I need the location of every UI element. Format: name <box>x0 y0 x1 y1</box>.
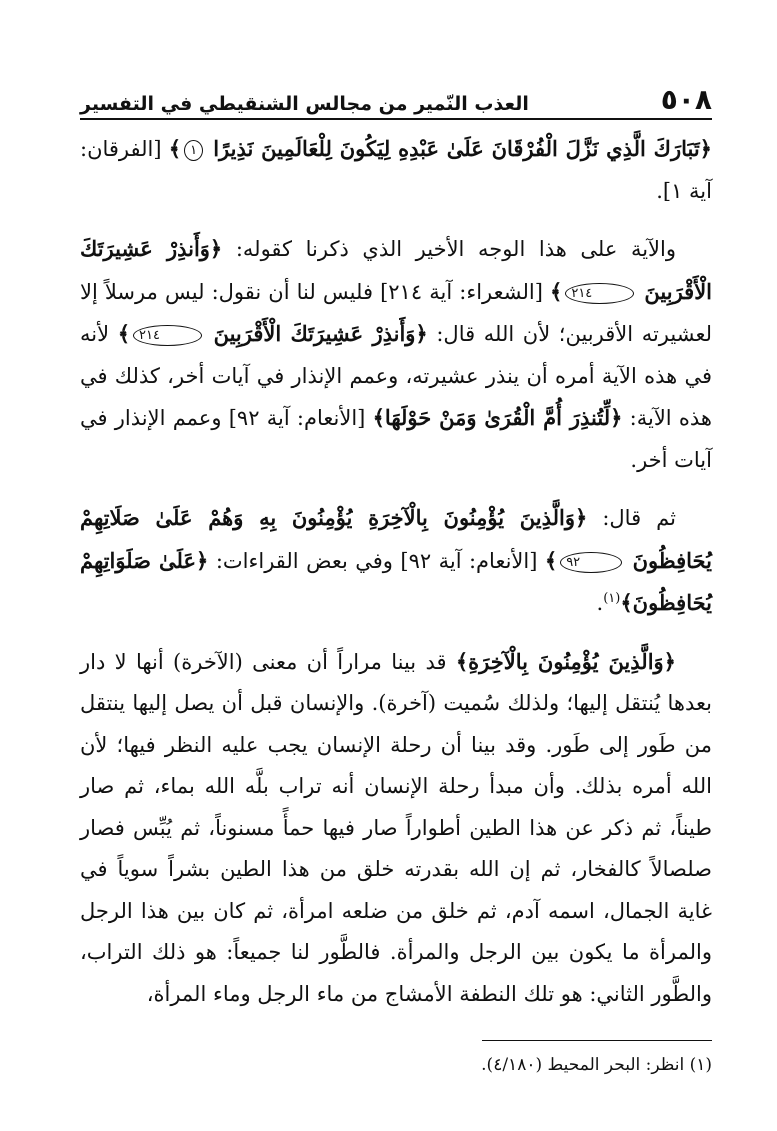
footnote-reference: (١) <box>603 591 621 606</box>
quran-verse: ﴿وَأَنذِرْ عَشِيرَتَكَ الْأَقْرَبِينَ <box>80 236 713 304</box>
paragraph-1 <box>80 128 712 212</box>
quran-verse: ﴿وَالَّذِينَ يُؤْمِنُونَ بِالْآخِرَةِ يُؤْمِنُونَ بِهِ وَهُمْ عَلَىٰ صَلَاتِهِمْ يُحَافِظُونَ <box>80 505 712 573</box>
text-segment: والآية على هذا الوجه الأخير الذي ذكرنا كقوله: <box>235 237 676 261</box>
text-segment: [الشعراء: آية ٢١٤] فليس لنا أن نقول: ليس مرسلاً إلا لعشيرته الأقربين؛ لأن الله قال: <box>80 279 712 346</box>
text-segment: . <box>596 591 604 615</box>
footnote-divider <box>482 1040 712 1041</box>
verse-reference: [الفرقان: آية ١]. <box>80 137 712 203</box>
ayah-number-marker: ٢١٤ <box>133 325 202 346</box>
paragraph-4 <box>80 641 712 1016</box>
quran-close-bracket: ﴾ <box>550 278 563 304</box>
paragraph-2 <box>80 228 712 481</box>
quran-close-bracket: ﴾ <box>168 136 182 161</box>
ayah-number-marker: ٩٢ <box>560 552 622 573</box>
text-segment: لأنه في هذه الآية أمره أن ينذر عشيرته، وعمم الإنذار في آيات أخر، كذلك في هذه الآية: <box>80 322 712 430</box>
footnote: (١) انظر: البحر المحيط (٤/١٨٠). <box>481 1055 712 1075</box>
text-segment: ثم قال: <box>602 506 676 530</box>
text-segment: [الأنعام: آية ٩٢] وعمم الإنذار في آيات أخر. <box>80 406 712 472</box>
page-number: ٥٠٨ <box>660 83 712 116</box>
text-segment: قد بينا مراراً أن معنى (الآخرة) أنها لا دار بعدها يُنتقل إليها؛ ولذلك سُميت (آخرة). والإنسان قبل أن يصل إليها ينتقل من طَور إلى طَور. وقد بينا أن رحلة الإنسان يجب عليه النظر فيها؛ لأن الله أمره بذلك. وأن مبدأ رحلة الإنسان أنه تراب بلَّه الله بماء، ثم صار طيناً، ثم ذكر عن هذا الطين أطواراً صار فيها حمأً مسنوناً، ثم يُبِّس فصار صلصالاً كالفخار، ثم إن الله بقدرته خلق من هذا الطين بشراً سوياً في غاية الجمال، اسمه آدم، ثم خلق من ضلعه امرأة، ثم كان بين هذا الرجل والمرأة ما يكون بين الرجل والمرأة. فالطَّور لنا جميعاً: هو ذلك التراب، والطَّور الثاني: هو تلك النطفة الأمشاج من ماء الرجل وماء المرأة، <box>80 649 712 1006</box>
running-title: العذب النّمير من مجالس الشنقيطي في التفسير <box>80 93 529 115</box>
quran-verse: ﴿تَبَارَكَ الَّذِي نَزَّلَ الْفُرْقَانَ عَلَىٰ عَبْدِهِ لِيَكُونَ لِلْعَالَمِينَ نَذِيرًا <box>213 136 712 161</box>
paragraph-3 <box>80 497 712 625</box>
text-segment: [الأنعام: آية ٩٢] وفي بعض القراءات: <box>215 548 538 573</box>
quran-verse: ﴿عَلَىٰ صَلَوَاتِهِمْ يُحَافِظُونَ﴾ <box>80 547 712 615</box>
ayah-number-marker: ٢١٤ <box>565 283 634 304</box>
quran-close-bracket: ﴾ <box>544 547 558 573</box>
quran-verse: ﴿لِّتُنذِرَ أُمَّ الْقُرَىٰ وَمَنْ حَوْلَهَا﴾ <box>372 405 623 430</box>
ayah-number-marker: ١ <box>184 140 203 161</box>
page-header <box>80 80 712 120</box>
quran-verse: ﴿وَالَّذِينَ يُؤْمِنُونَ بِالْآخِرَةِ﴾ <box>455 648 676 674</box>
quran-close-bracket: ﴾ <box>117 321 131 346</box>
quran-verse: ﴿وَأَنذِرْ عَشِيرَتَكَ الْأَقْرَبِينَ <box>213 321 428 346</box>
main-text <box>80 128 712 1015</box>
